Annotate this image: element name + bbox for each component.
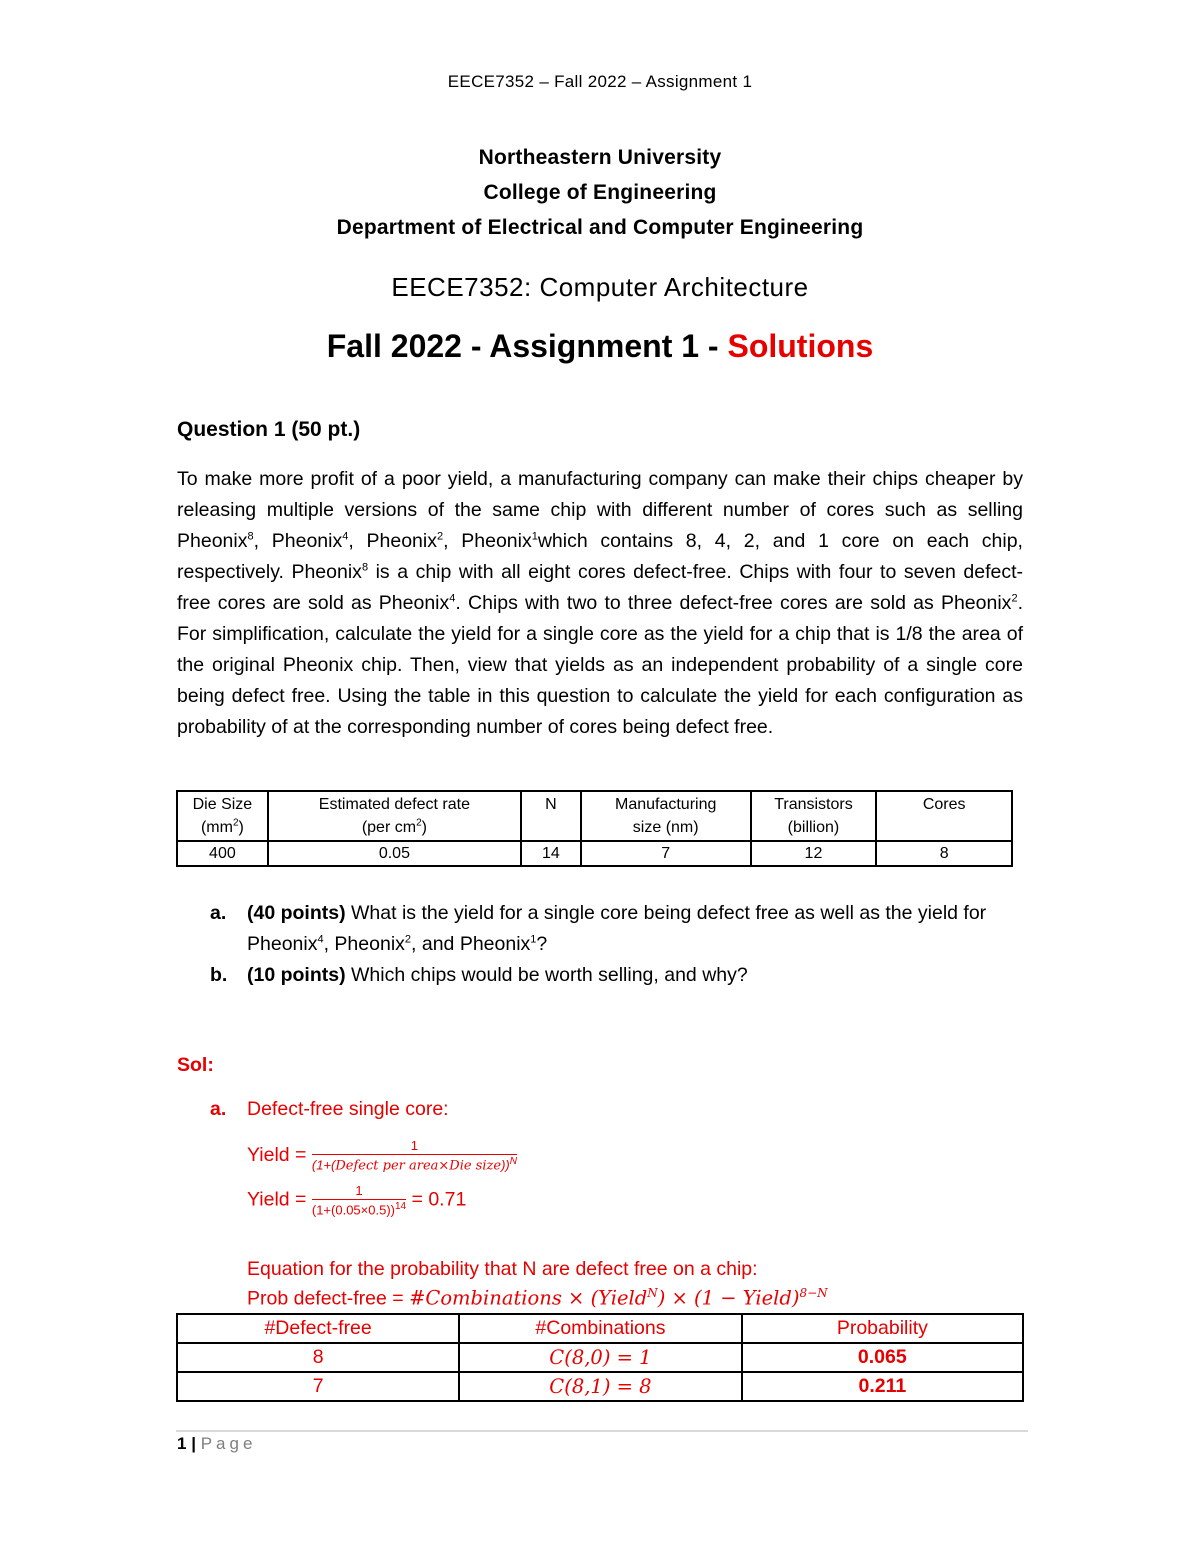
cell-combinations: C(8,1) = 8: [459, 1372, 741, 1401]
probability-equation: Prob defect-free = #Combinations × (Yield$^N$) × (1 − Yield)$^{8-N}$: [247, 1286, 828, 1310]
part-a: a. (40 points) What is the yield for a single core being defect free as well as the yield for Pheonix$^4$, Pheonix$^2$, and Pheonix$^1$?: [210, 902, 987, 955]
probability-table: [176, 1313, 1024, 1402]
page-header: EECE7352 – Fall 2022 – Assignment 1: [447, 72, 753, 91]
value-cell: 12: [751, 841, 877, 866]
cell-probability: 0.065: [742, 1343, 1023, 1372]
question-parts: [210, 898, 1030, 991]
value-cell: 7: [581, 841, 751, 866]
table-row: [177, 1343, 1023, 1372]
spec-table-header: [177, 791, 1012, 841]
yield-computation-fraction: $\frac{1}{(1+(0.05\times 0.5))^{14}}$: [311, 1183, 407, 1218]
header-cell: #Defect-free: [177, 1314, 459, 1343]
header-cell: Estimated defect rate (per $cm^2$): [268, 791, 521, 841]
value-cell: 400: [177, 841, 268, 866]
header-cell: Probability: [742, 1314, 1023, 1343]
value-cell: 0.05: [268, 841, 521, 866]
table-row: [177, 1372, 1023, 1401]
header-cell: Transistors (billion): [751, 791, 877, 841]
spec-table: [176, 790, 1013, 867]
header-cell: Cores: [876, 791, 1012, 841]
page-footer: 1 | Page: [177, 1434, 257, 1453]
solution-heading: Sol:: [177, 1054, 214, 1076]
question-heading: Question 1 (50 pt.): [177, 418, 361, 441]
value-cell: 14: [521, 841, 581, 866]
title-highlight: Solutions: [727, 328, 874, 364]
page-word: Page: [200, 1434, 257, 1453]
page-number: 1: [177, 1434, 187, 1453]
probability-table-header: [177, 1314, 1023, 1343]
header-cell: #Combinations: [459, 1314, 741, 1343]
part-b: b. (10 points) Which chips would be worth selling, and why?: [210, 964, 748, 986]
yield-formula: Yield = $\frac{1}{(1+(Defect per area\times Die size))^N}$: [247, 1138, 517, 1174]
cell-defect-free: 8: [177, 1343, 459, 1372]
header-cell: Die Size $(mm^2)$: [177, 791, 268, 841]
cell-combinations: C(8,0) = 1: [459, 1343, 741, 1372]
solution-part-a-title: a. Defect-free single core:: [210, 1098, 449, 1120]
document-title: [0, 328, 1200, 365]
value-cell: 8: [876, 841, 1012, 866]
department-name: Department of Electrical and Computer Engineering: [336, 216, 864, 239]
course-title: EECE7352: Computer Architecture: [391, 272, 809, 302]
header-cell: N: [521, 791, 581, 841]
university-name: Northeastern University: [478, 146, 722, 169]
cell-probability: 0.211: [742, 1372, 1023, 1401]
question-text: To make more profit of a poor yield, a manufacturing company can make their chips cheaper by releasing multiple versions of the same chip with different number of cores such as selling Pheonix$^8$, Pheonix$^4$, Pheonix$^2$, Pheonix$^1$which contains 8, 4, 2, and 1 core on each chip, respectively. Pheonix$^8$ is a chip with all eight cores defect-free. Chips with four to seven defect-free cores are sold as Pheonix$^4$. Chips with two to three defect-free cores are sold as Pheonix$^2$. For simplification, calculate the yield for a single core as the yield for a chip that is 1/8 the area of the original Pheonix chip. Then, view that yields as an independent probability of a single core being defect free. Using the table in this question to calculate the yield for each configuration as probability of at the corresponding number of cores being defect free.: [177, 468, 1024, 738]
yield-result: = 0.71: [411, 1188, 467, 1211]
header-cell: Manufacturing size (nm): [581, 791, 751, 841]
yield-fraction: $\frac{1}{(1+(Defect per area\times Die size))^N}$: [311, 1138, 517, 1174]
spec-table-row: [177, 841, 1012, 866]
cell-defect-free: 7: [177, 1372, 459, 1401]
probability-title: Equation for the probability that N are defect free on a chip:: [247, 1258, 758, 1280]
footer-divider: [176, 1430, 1028, 1432]
yield-computation: Yield = $\frac{1}{(1+(0.05\times 0.5))^{14}}$ = 0.71: [247, 1183, 467, 1218]
title-main: Fall 2022 - Assignment 1 -: [326, 328, 728, 364]
college-name: College of Engineering: [483, 181, 717, 204]
